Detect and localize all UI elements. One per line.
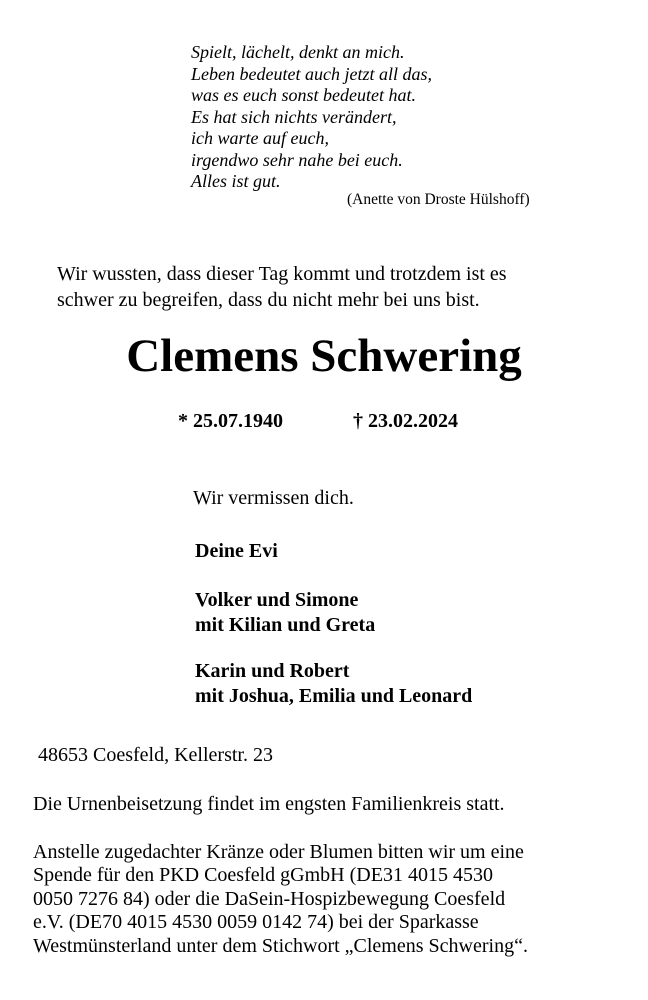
donation-line: Westmünsterland unter dem Stichwort „Clemens Schwering“. bbox=[33, 934, 528, 957]
poem-line: was es euch sonst bedeutet hat. bbox=[191, 85, 416, 105]
donation-line: Spende für den PKD Coesfeld gGmbH (DE31 4015 4530 bbox=[33, 864, 493, 887]
poem-author: (Anette von Droste Hülshoff) bbox=[347, 191, 530, 208]
family-group bbox=[195, 659, 472, 709]
deceased-name: Clemens Schwering bbox=[126, 330, 522, 382]
family-group bbox=[195, 588, 375, 638]
family-line: mit Kilian und Greta bbox=[195, 614, 376, 636]
family-line: Karin und Robert bbox=[195, 660, 350, 682]
birth-date: * 25.07.1940 bbox=[178, 410, 283, 432]
address: 48653 Coesfeld, Kellerstr. 23 bbox=[38, 744, 273, 766]
family-group bbox=[195, 539, 278, 564]
family-line: mit Joshua, Emilia und Leonard bbox=[195, 685, 473, 707]
poem-line: irgendwo sehr nahe bei euch. bbox=[191, 149, 403, 170]
poem-line: Es hat sich nichts verändert, bbox=[191, 106, 397, 127]
poem bbox=[191, 42, 432, 193]
family-line: Deine Evi bbox=[195, 540, 278, 562]
farewell-message: Wir vermissen dich. bbox=[193, 487, 354, 509]
burial-notice: Die Urnenbeisetzung findet im engsten Familienkreis statt. bbox=[33, 793, 505, 815]
intro-line: Wir wussten, dass dieser Tag kommt und trotzdem ist es bbox=[57, 263, 507, 285]
intro-text bbox=[57, 261, 507, 313]
donation-line: e.V. (DE70 4015 4530 0059 0142 74) bei der Sparkasse bbox=[33, 911, 479, 934]
donation-line: 0050 7276 84) oder die DaSein-Hospizbewegung Coesfeld bbox=[33, 887, 506, 910]
poem-line: Alles ist gut. bbox=[191, 171, 281, 191]
intro-line: schwer zu begreifen, dass du nicht mehr bei uns bist. bbox=[57, 289, 480, 311]
donation-notice bbox=[33, 841, 528, 958]
death-date: † 23.02.2024 bbox=[353, 410, 458, 432]
poem-line: Leben bedeutet auch jetzt all das, bbox=[191, 63, 432, 84]
poem-line: ich warte auf euch, bbox=[191, 128, 329, 148]
donation-line: Anstelle zugedachter Kränze oder Blumen bitten wir um eine bbox=[33, 841, 524, 863]
poem-line: Spielt, lächelt, denkt an mich. bbox=[191, 42, 405, 62]
family-line: Volker und Simone bbox=[195, 589, 359, 611]
